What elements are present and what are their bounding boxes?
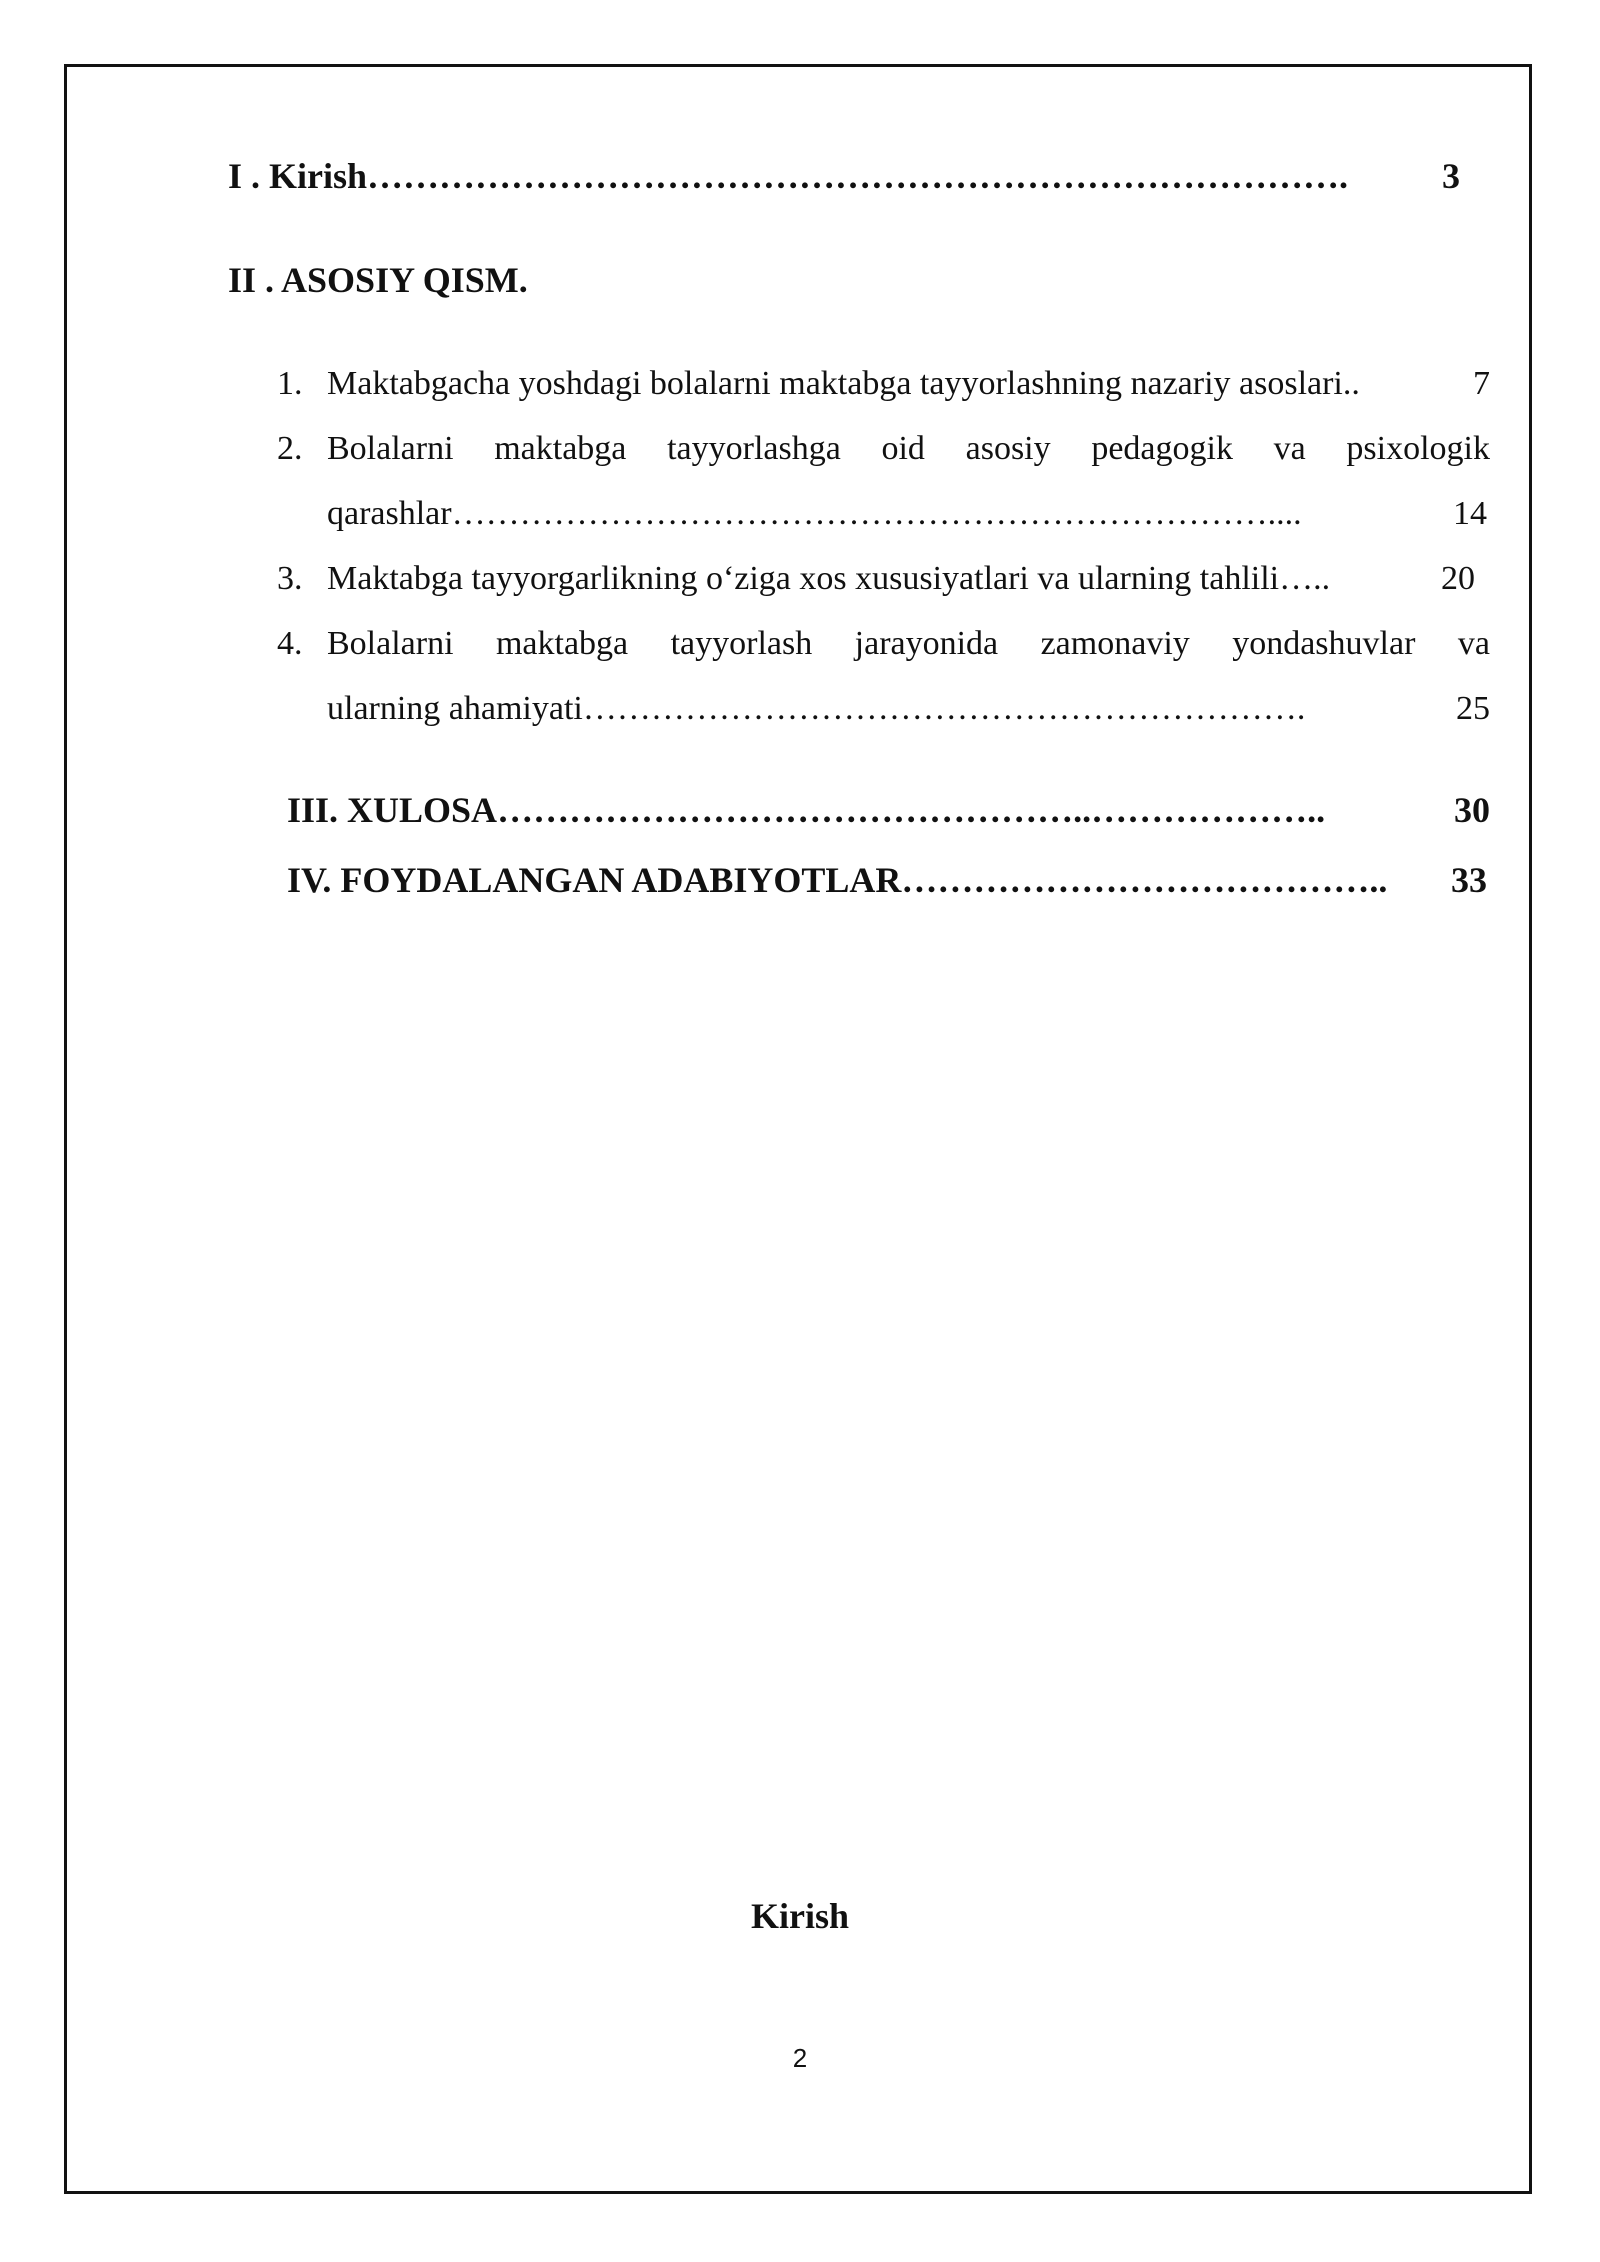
toc-word: yondashuvlar <box>1232 625 1416 662</box>
toc-item-number: 4. <box>277 625 303 662</box>
toc-word: va <box>1273 430 1306 467</box>
toc-page-number: 25 <box>1456 692 1490 726</box>
toc-page-number: 14 <box>1453 497 1487 531</box>
toc-page-number: 20 <box>1441 562 1475 596</box>
toc-item-number: 3. <box>277 560 303 597</box>
toc-page-number: 7 <box>1473 367 1490 401</box>
toc-word: tayyorlash <box>670 625 813 662</box>
toc-word: zamonaviy <box>1040 625 1190 662</box>
toc-entry-label: I . Kirish <box>228 158 368 194</box>
toc-item-4-line2 <box>327 692 1490 726</box>
toc-word: Bolalarni <box>327 430 454 467</box>
toc-page-number: 3 <box>1442 158 1460 194</box>
toc-item-number: 2. <box>277 430 303 467</box>
toc-entry-kirish <box>228 158 1460 194</box>
toc-item-4-line1 <box>327 627 1490 661</box>
toc-word: va <box>1457 625 1490 662</box>
toc-word: psixologik <box>1346 430 1490 467</box>
toc-item-3 <box>327 562 1475 596</box>
toc-item-1 <box>327 367 1490 401</box>
toc-word: maktabga <box>494 430 627 467</box>
toc-page-number: 30 <box>1454 792 1490 828</box>
toc-leader-dots: …………………………………………..……………….. <box>497 792 1326 828</box>
toc-leader-dots: ………………………………………………………. <box>582 692 1306 726</box>
page-number: 2 <box>792 2043 808 2073</box>
toc-word: maktabga <box>495 625 629 662</box>
toc-leader-dots: ………………………………….. <box>901 862 1388 898</box>
toc-item-2-line2 <box>327 497 1487 531</box>
toc-word: tayyorlashga <box>667 430 841 467</box>
toc-section-asosiy: II . ASOSIY QISM. <box>228 260 528 300</box>
toc-item-text: qarashlar <box>327 497 452 531</box>
toc-leader-dots: ……………………………………………………………….... <box>451 497 1302 531</box>
toc-word: pedagogik <box>1091 430 1233 467</box>
toc-word: oid <box>881 430 925 467</box>
toc-entry-label: IV. FOYDALANGAN ADABIYOTLAR <box>287 862 902 898</box>
toc-item-text: Maktabga tayyorgarlikning o‘ziga xos xususiyatlari va ularning tahlili….. <box>327 562 1331 596</box>
toc-entry-xulosa <box>287 792 1490 828</box>
toc-word: jarayonida <box>854 625 999 662</box>
toc-item-number: 1. <box>277 365 303 402</box>
toc-leader-dots: ………………………………………………………………………. <box>367 158 1349 194</box>
toc-page-number: 33 <box>1451 862 1487 898</box>
toc-item-2-line1 <box>327 432 1490 466</box>
toc-item-text: ularning ahamiyati <box>327 692 583 726</box>
toc-entry-adabiyotlar <box>287 862 1487 898</box>
toc-word: Bolalarni <box>327 625 454 662</box>
section-heading: Kirish <box>750 1896 849 1936</box>
toc-word: asosiy <box>965 430 1051 467</box>
toc-item-text: Maktabgacha yoshdagi bolalarni maktabga tayyorlashning nazariy asoslari.. <box>327 367 1360 401</box>
toc-entry-label: III. XULOSA <box>287 792 498 828</box>
